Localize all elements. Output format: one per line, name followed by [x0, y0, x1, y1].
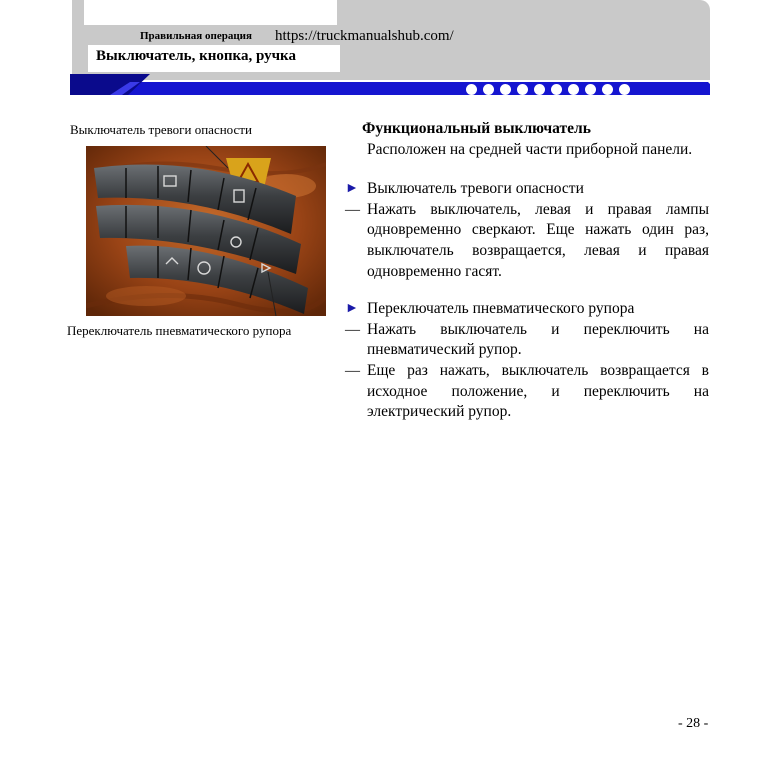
list-item-text: Переключатель пневматического рупора	[367, 300, 635, 318]
header-dot	[483, 84, 494, 95]
caption-hazard-switch: Выключатель тревоги опасности	[70, 122, 252, 137]
list-item	[345, 179, 709, 200]
caption-air-horn-switch: Переключатель пневматического рупора	[67, 323, 292, 338]
list-item-text: Еще раз нажать, выключатель возвращается в исходное положение, и переключить на электрический рупор.	[367, 361, 709, 421]
header-dot	[517, 84, 528, 95]
page-number: - 28 -	[678, 716, 709, 731]
list-item-text: Нажать выключатель, левая и правая лампы одновременно сверкают. Еще нажать один раз, выключатель возвращается, левая и правая одновременно гасят.	[367, 200, 709, 280]
header-dot	[585, 84, 596, 95]
list-item-text: Нажать выключатель и переключить на пневматический рупор.	[367, 320, 709, 359]
list-item	[345, 320, 709, 361]
description-column	[345, 119, 709, 423]
arrow-bullet-icon: ►	[345, 301, 359, 317]
dash-bullet-icon: —	[345, 362, 360, 379]
page-title: Выключатель, кнопка, ручка	[96, 48, 296, 64]
list-item	[345, 361, 709, 423]
header-dot	[551, 84, 562, 95]
list-item-text: Выключатель тревоги опасности	[367, 180, 584, 198]
section-label: Правильная операция	[140, 30, 252, 42]
arrow-bullet-icon: ►	[345, 181, 359, 197]
dash-bullet-icon: —	[345, 201, 360, 218]
header-dot	[466, 84, 477, 95]
header-tab	[84, 0, 337, 25]
header-dot	[602, 84, 613, 95]
intro-text: Расположен на средней части приборной панели.	[367, 140, 693, 158]
dashboard-switch-panel-photo	[86, 146, 326, 316]
dash-bullet-icon: —	[345, 321, 360, 338]
header-dots	[466, 84, 630, 95]
header-dot	[534, 84, 545, 95]
header-dot	[568, 84, 579, 95]
header-dot	[619, 84, 630, 95]
section-heading: Функциональный выключатель	[362, 120, 591, 137]
header-dot	[500, 84, 511, 95]
list-item	[345, 200, 709, 282]
source-url: https://truckmanualshub.com/	[275, 28, 454, 44]
list-item	[345, 299, 709, 320]
